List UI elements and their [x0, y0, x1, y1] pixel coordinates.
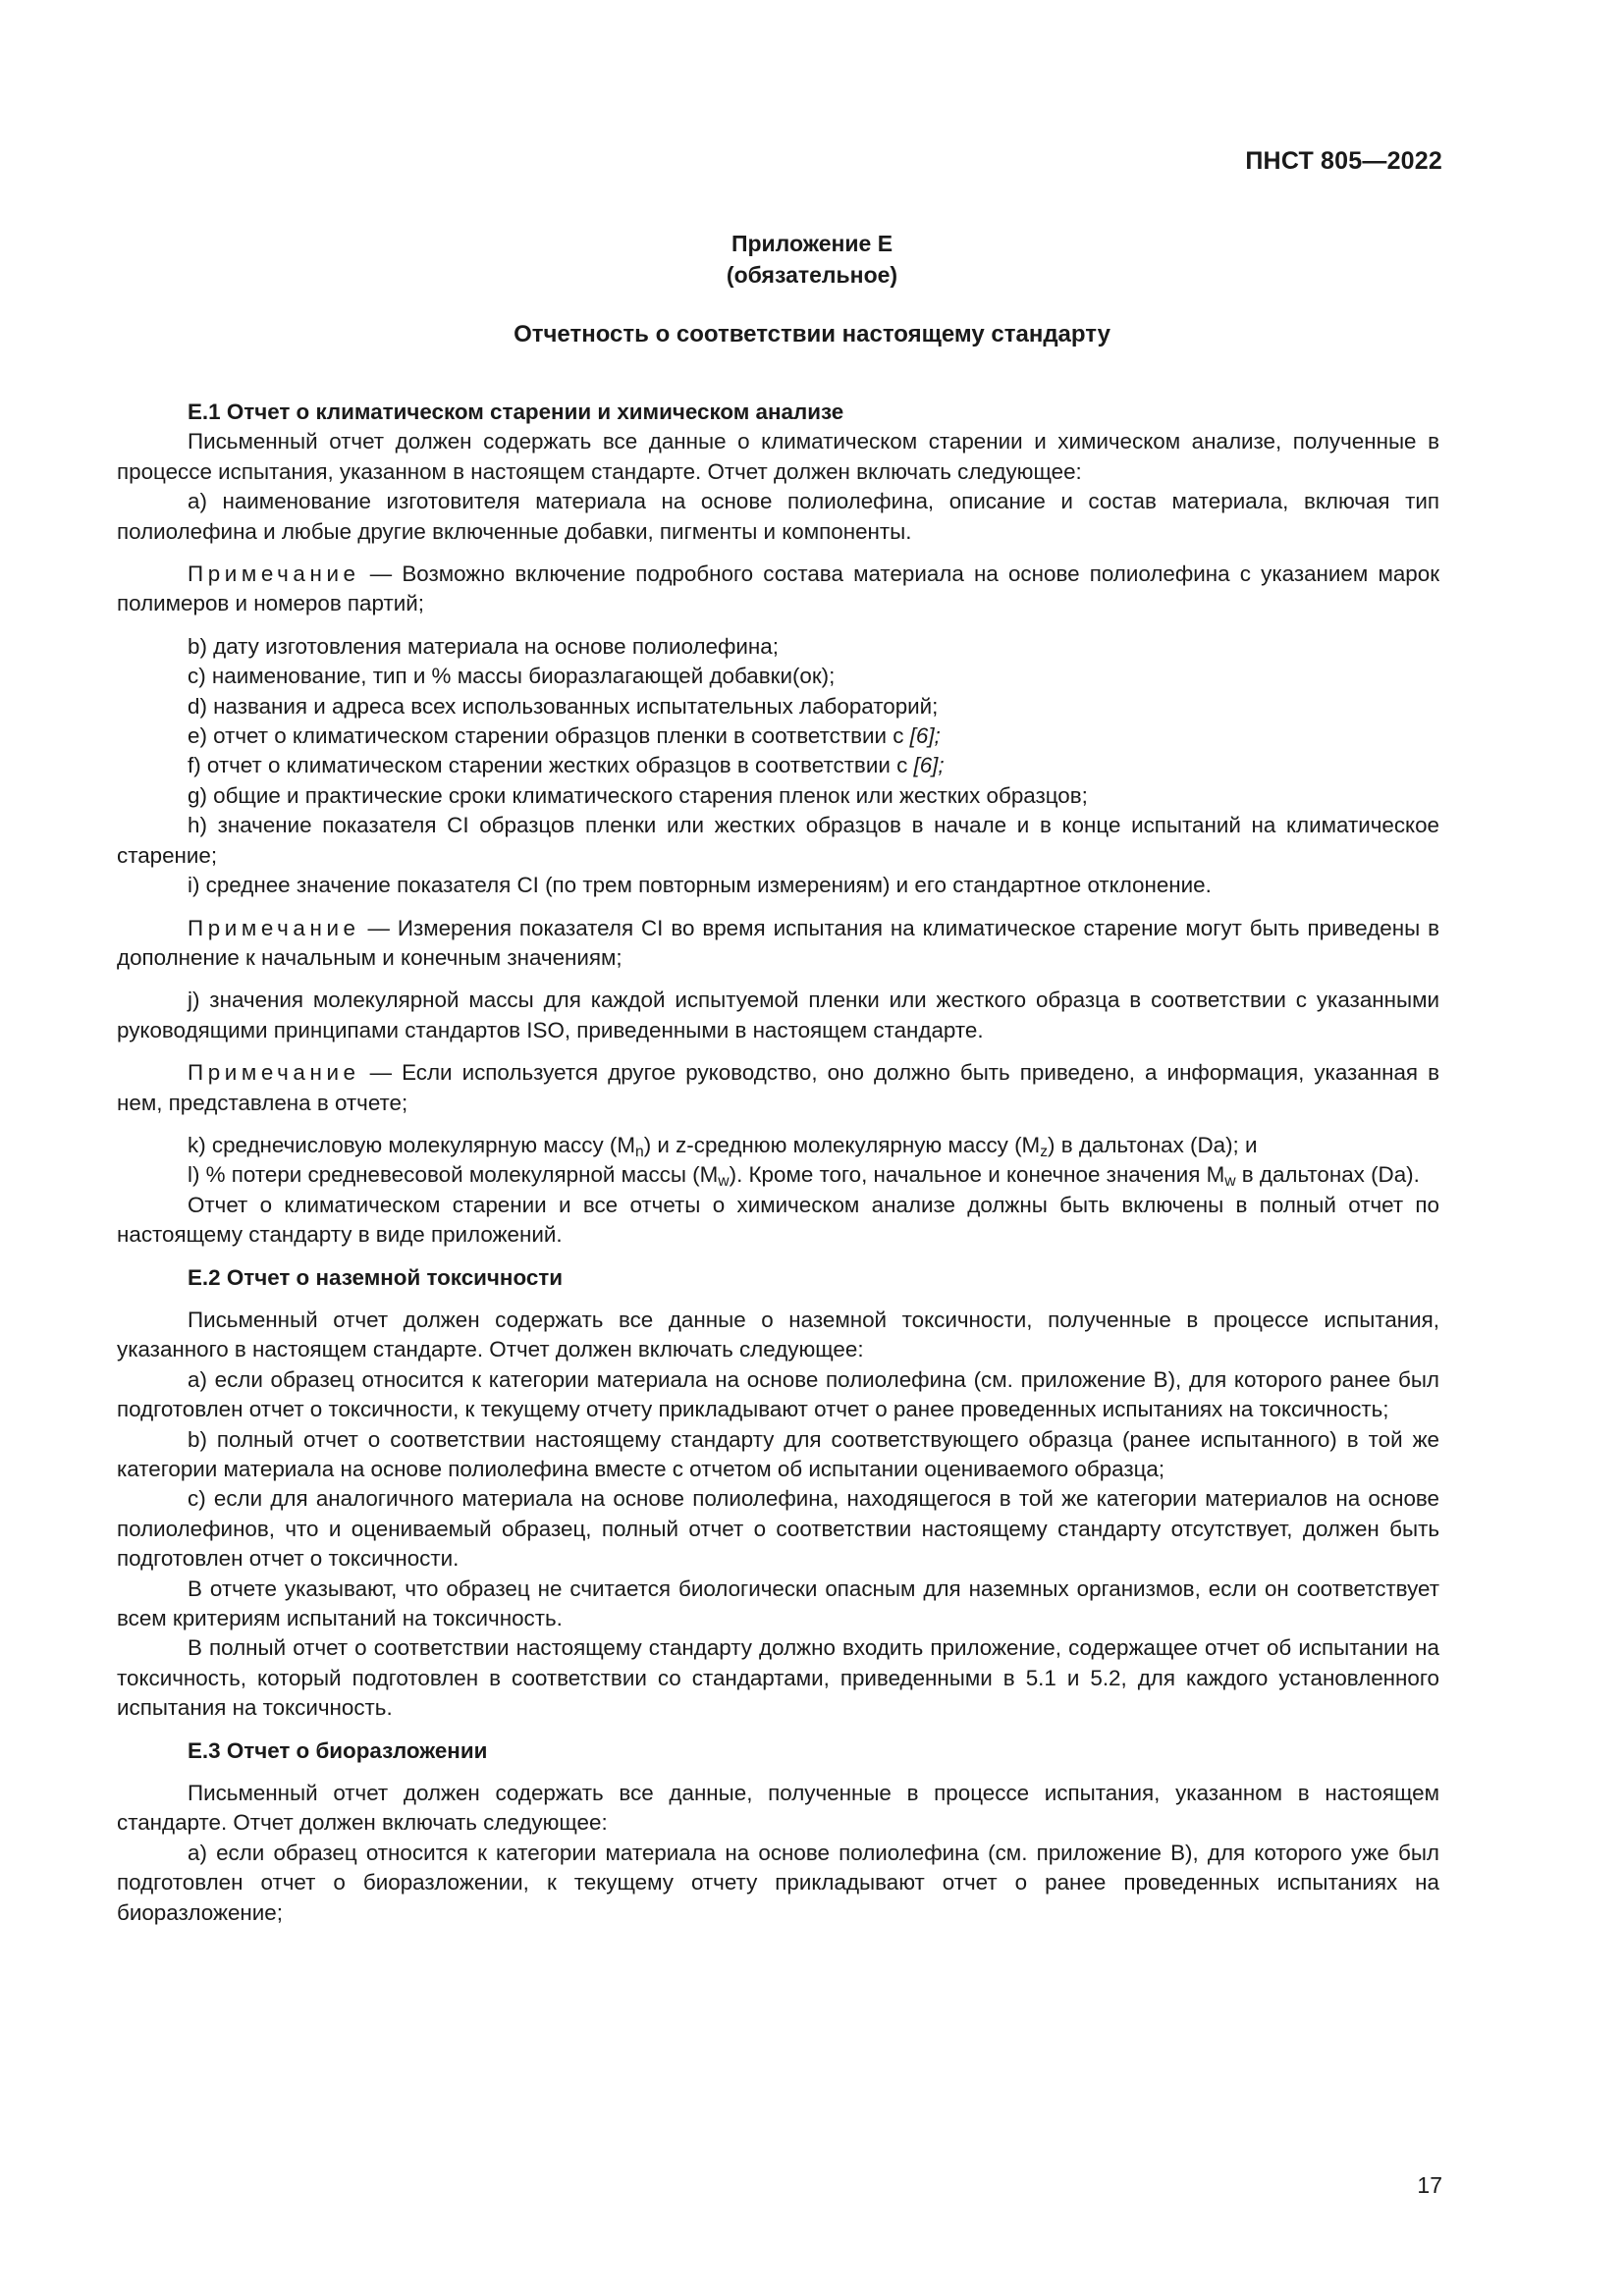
subscript: z — [1040, 1143, 1049, 1160]
list-item: h) значение показателя CI образцов пленки или жестких образцов в начале и в конце испытаний на климатическое старение; — [117, 813, 1439, 868]
list-item-text: l) % потери средневесовой молекулярной массы (M — [188, 1162, 719, 1188]
paragraph: Письменный отчет должен содержать все данные о климатическом старении и химическом анализе, полученные в процессе испытания, указанном в настоящем стандарте. Отчет должен включать следующее: — [117, 429, 1439, 484]
section-heading-e1: Е.1 Отчет о климатическом старении и химическом анализе — [188, 400, 844, 424]
paragraph: Письменный отчет должен содержать все данные о наземной токсичности, полученные в процессе испытания, указанного в настоящем стандарте. Отчет должен включать следующее: — [117, 1307, 1439, 1362]
appendix-header — [0, 228, 1624, 291]
paragraph: Письменный отчет должен содержать все данные, полученные в процессе испытания, указанном в настоящем стандарте. Отчет должен включать следующее: — [117, 1781, 1439, 1836]
note-label: Примечание — [188, 915, 360, 940]
note — [117, 560, 1439, 619]
list-item: b) дату изготовления материала на основе полиолефина; — [188, 633, 779, 659]
note — [117, 914, 1439, 974]
list-item: b) полный отчет о соответствии настоящему стандарту для соответствующего образца (ранее испытанного) в той же категории материала на основе полиолефина вместе с отчетом об испытании оцениваемого образца; — [117, 1426, 1439, 1481]
list-item: g) общие и практические сроки климатического старения пленок или жестких образцов; — [188, 782, 1088, 808]
list-item: a) если образец относится к категории материала на основе полиолефина (см. приложение B), для которого ранее был подготовлен отчет о токсичности, к текущему отчету прикладывают отчет о ранее проведенных испытаниях на токсичность; — [117, 1366, 1439, 1422]
paragraph: В полный отчет о соответствии настоящему стандарту должно входить приложение, содержащее отчет об испытании на токсичность, который подготовлен в соответствии со стандартами, приведенными в 5.1 и 5.2, для каждого установленного испытания на токсичность. — [117, 1635, 1439, 1721]
list-item-text: k) среднечисловую молекулярную массу (M — [188, 1132, 635, 1157]
document-code: ПНСТ 805—2022 — [1245, 147, 1442, 175]
list-item-text: в дальтонах (Da). — [1235, 1162, 1420, 1188]
appendix-status: (обязательное) — [726, 262, 898, 288]
paragraph: В отчете указывают, что образец не считается биологически опасным для наземных организмов, если он соответствует всем критериям испытаний на токсичность. — [117, 1575, 1439, 1631]
list-item: a) наименование изготовителя материала на основе полиолефина, описание и состав материала, включая тип полиолефина и любые другие включенные добавки, пигменты и компоненты. — [117, 489, 1439, 544]
list-item: j) значения молекулярной массы для каждой испытуемой пленки или жесткого образца в соответствии с указанными руководящими принципами стандартов ISO, приведенными в настоящем стандарте. — [117, 988, 1439, 1042]
list-item-text: ). Кроме того, начальное и конечное значения M — [729, 1162, 1225, 1188]
section-heading-e2: Е.2 Отчет о наземной токсичности — [188, 1264, 564, 1290]
list-item — [117, 1160, 1439, 1190]
appendix-label: Приложение Е — [731, 231, 893, 256]
reference: [6]; — [913, 753, 945, 778]
list-item-text: ) в дальтонах (Da); и — [1048, 1132, 1258, 1157]
subscript: n — [634, 1143, 644, 1160]
note-text: — Если используется другое руководство, оно должно быть приведено, а информация, указанная в нем, представлена в отчете; — [117, 1060, 1439, 1115]
note-label: Примечание — [188, 561, 360, 587]
subscript: w — [718, 1173, 730, 1191]
note — [117, 1058, 1439, 1118]
note-text: — Измерения показателя CI во время испытания на климатическое старение могут быть приведены в дополнение к начальным и конечным значениям; — [117, 915, 1439, 970]
list-item-text: e) отчет о климатическом старении образцов пленки в соответствии с — [188, 723, 910, 749]
list-item: i) среднее значение показателя CI (по трем повторным измерениям) и его стандартное отклонение. — [188, 873, 1212, 898]
list-item — [117, 751, 1439, 780]
list-item: c) наименование, тип и % массы биоразлагающей добавки(ок); — [188, 664, 836, 689]
list-item: c) если для аналогичного материала на основе полиолефина, находящегося в той же категории материалов на основе полиолефинов, что и оцениваемый образец, полный отчет о соответствии настоящему стандарту отсутствует, должен быть подготовлен отчет о токсичности. — [117, 1486, 1439, 1572]
note-label: Примечание — [188, 1060, 360, 1086]
subscript: w — [1224, 1173, 1236, 1191]
list-item-text: f) отчет о климатическом старении жестких образцов в соответствии с — [188, 753, 914, 778]
list-item: a) если образец относится к категории материала на основе полиолефина (см. приложение B), для которого уже был подготовлен отчет о биоразложении, к текущему отчету прикладывают отчет о ранее проведенных испытаниях на биоразложение; — [117, 1840, 1439, 1925]
list-item: d) названия и адреса всех использованных испытательных лабораторий; — [188, 693, 939, 719]
page-number: 17 — [1417, 2172, 1442, 2198]
note-text: — Возможно включение подробного состава материала на основе полиолефина с указанием марок полимеров и номеров партий; — [117, 561, 1439, 616]
list-item-text: ) и z-среднюю молекулярную массу (M — [643, 1132, 1041, 1157]
list-item — [117, 721, 1439, 751]
list-item — [117, 1131, 1439, 1160]
paragraph: Отчет о климатическом старении и все отчеты о химическом анализе должны быть включены в полный отчет по настоящему стандарту в виде приложений. — [117, 1192, 1439, 1248]
appendix-title: Отчетность о соответствии настоящему стандарту — [514, 321, 1110, 347]
section-heading-e3: Е.3 Отчет о биоразложении — [188, 1737, 488, 1763]
reference: [6]; — [909, 723, 941, 749]
document-body — [117, 398, 1439, 1928]
